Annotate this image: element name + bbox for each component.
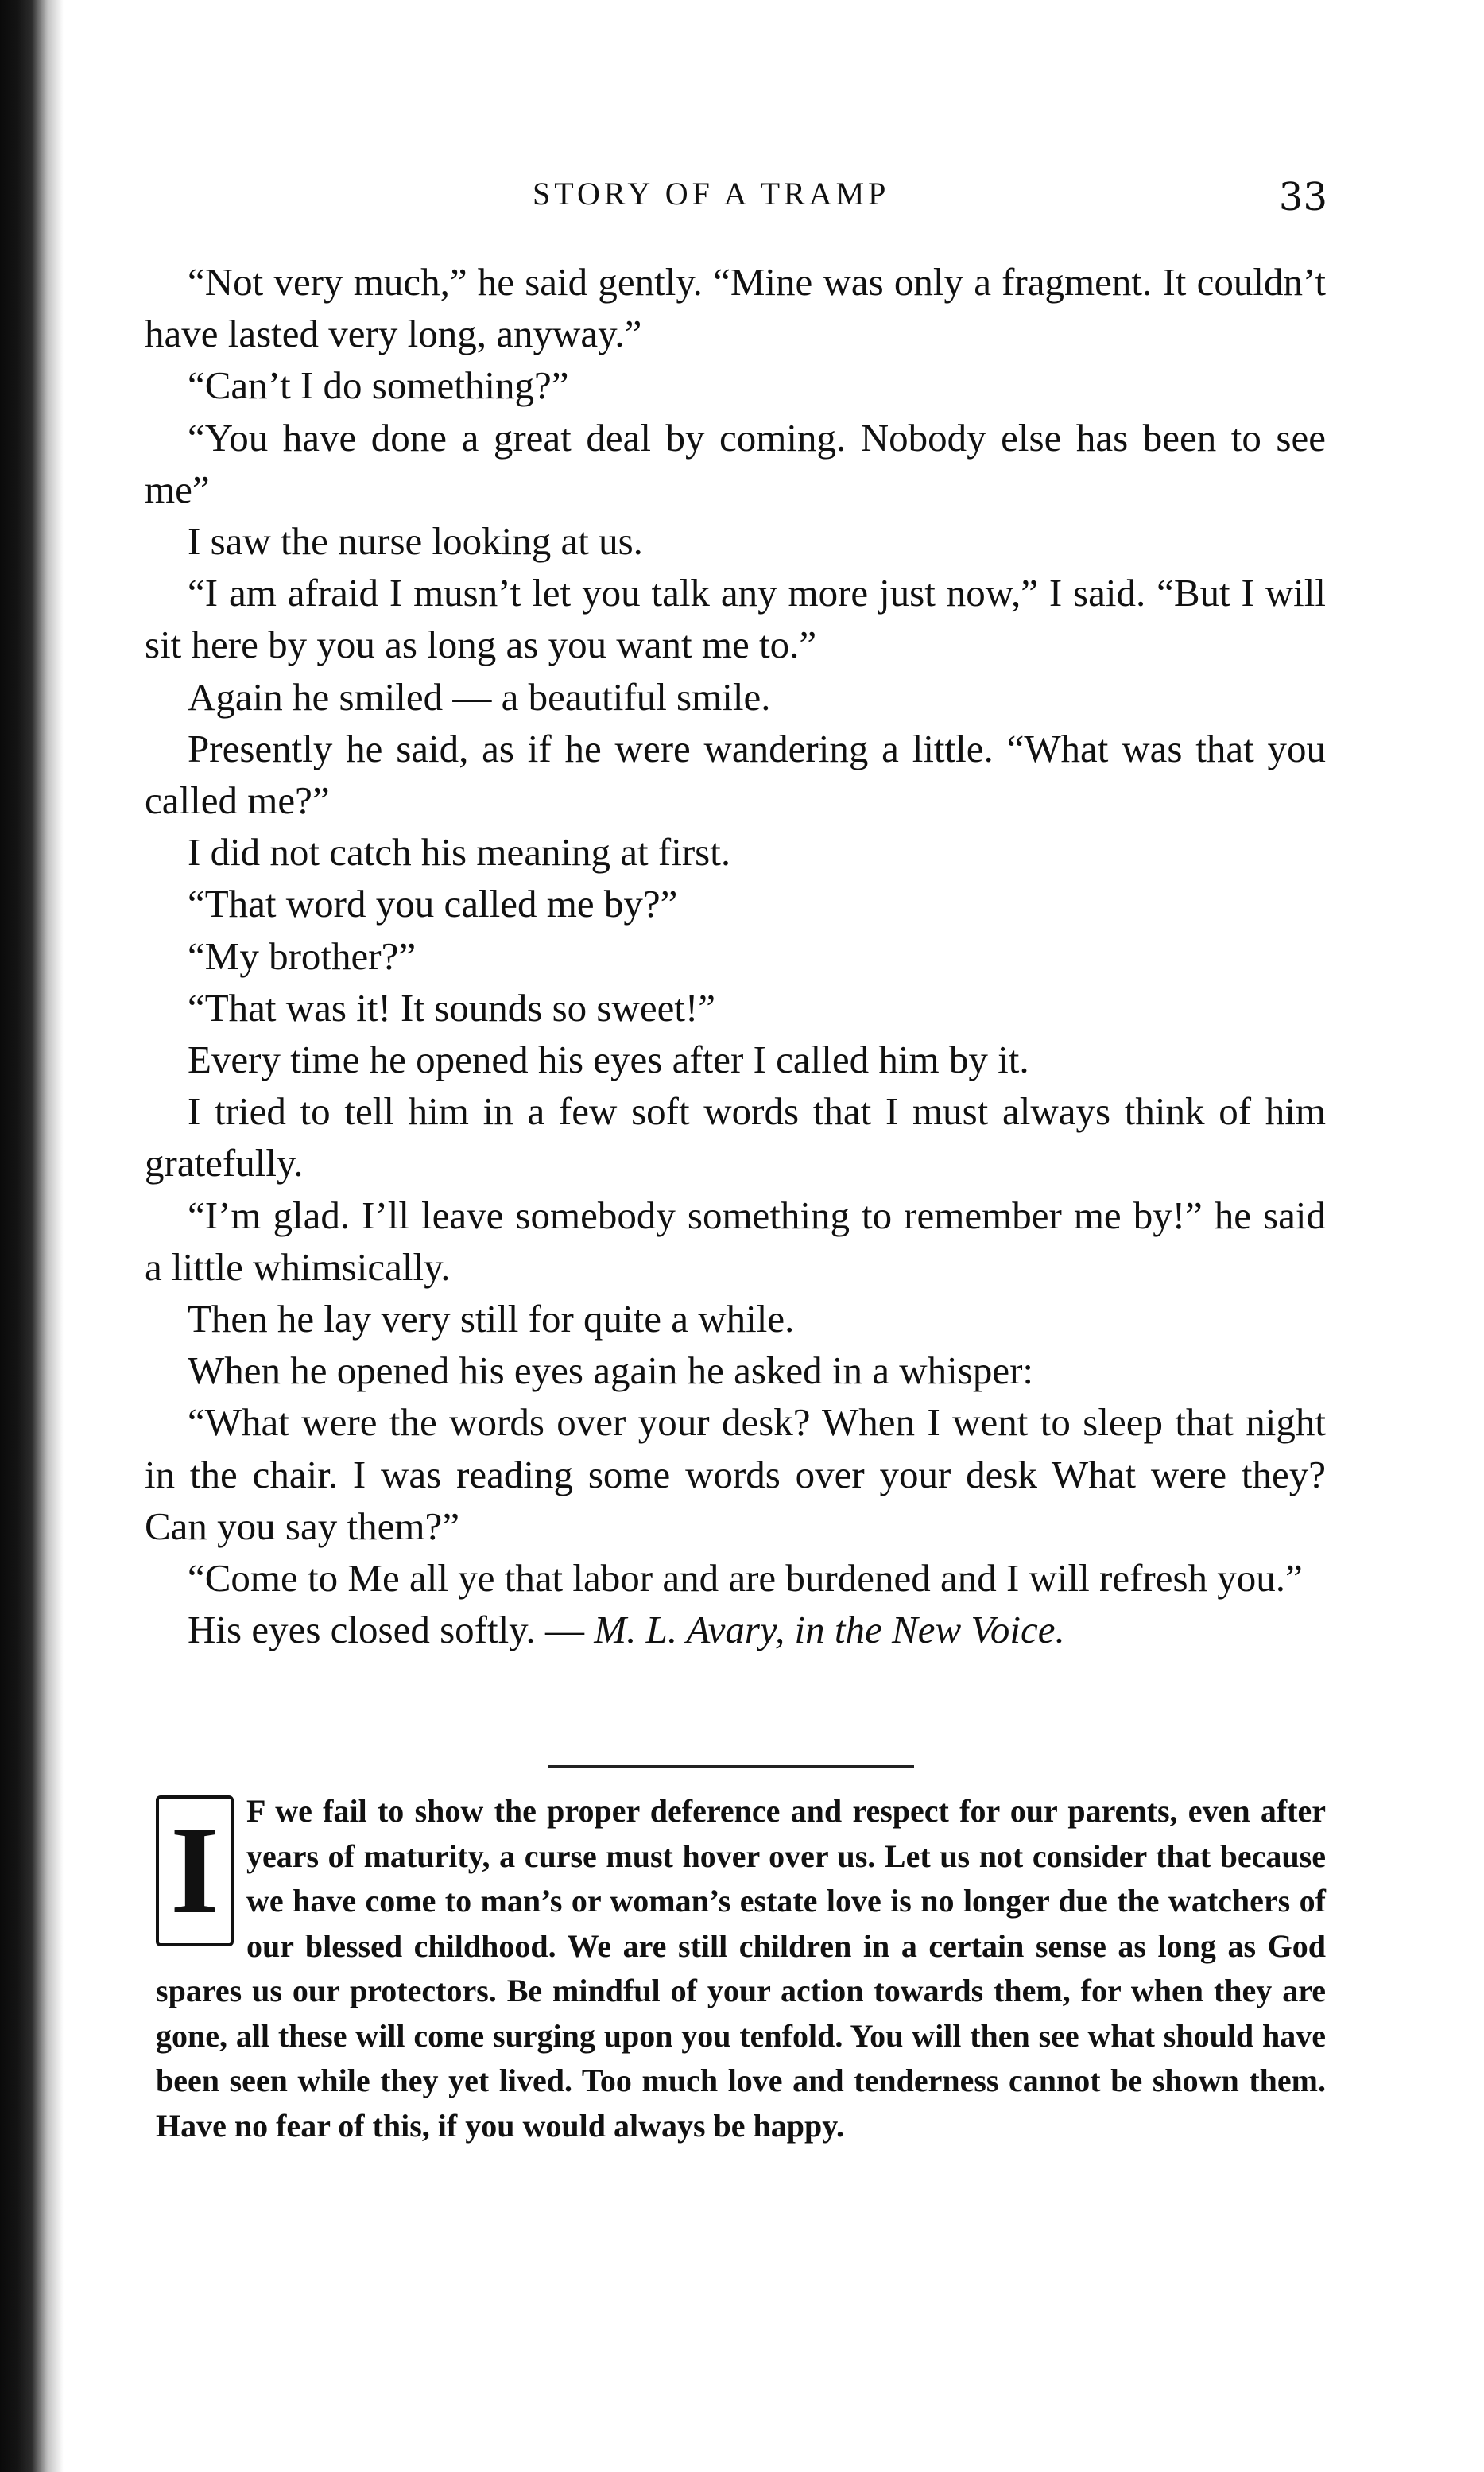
story-paragraph: “My brother?”: [188, 933, 417, 978]
story-paragraph: “I am afraid I musn’t let you talk any more just now,” I said. “But I will sit here by you as long as you want me to.”: [145, 571, 1326, 667]
running-title: STORY OF A TRAMP: [533, 176, 890, 211]
story-paragraph: Every time he opened his eyes after I called him by it.: [188, 1038, 1029, 1082]
drop-cap: I: [156, 1795, 234, 1946]
story-paragraph: “That was it! It sounds so sweet!”: [188, 985, 716, 1030]
story-paragraph: I tried to tell him in a few soft words that I must always think of him gratefully.: [145, 1089, 1326, 1186]
story-paragraph: Presently he said, as if he were wandering a little. “What was that you called me?”: [145, 726, 1326, 823]
story-text: [145, 256, 1326, 1655]
story-paragraph: I did not catch his meaning at first.: [188, 830, 731, 875]
story-paragraph: “Not very much,” he said gently. “Mine was only a fragment. It couldn’t have lasted very long, anyway.”: [145, 260, 1326, 356]
story-paragraph: When he opened his eyes again he asked in a whisper:: [188, 1349, 1034, 1393]
story-paragraph: “Come to Me all ye that labor and are burdened and I will refresh you.”: [188, 1556, 1303, 1601]
page-header: [143, 175, 1327, 223]
closing-line: [145, 1604, 1326, 1655]
attribution-author: M. L. Avary,: [594, 1608, 785, 1652]
page-number: 33: [1278, 175, 1327, 219]
story-paragraph: Then he lay very still for quite a while.: [188, 1297, 795, 1341]
closing-text: His eyes closed softly. —: [188, 1608, 584, 1652]
story-paragraph: “That word you called me by?”: [188, 882, 678, 926]
story-paragraph: “You have done a great deal by coming. Nobody else has been to see me”: [145, 415, 1326, 511]
story-paragraph: “What were the words over your desk? When I went to sleep that night in the chair. I was reading some words over your desk What were they? Can you say them?”: [145, 1400, 1326, 1548]
section-divider: [548, 1765, 914, 1768]
book-spine-shadow: [0, 0, 64, 2472]
story-paragraph: Again he smiled — a beautiful smile.: [188, 674, 771, 719]
attribution-source: in the New Voice.: [794, 1608, 1065, 1652]
story-paragraph: I saw the nurse looking at us.: [188, 519, 643, 564]
story-paragraph: “I’m glad. I’ll leave somebody something to remember me by!” he said a little whimsically.: [145, 1193, 1326, 1289]
note-text: F we fail to show the proper deference and respect for our parents, even after years of maturity, a curse must hover over us. Let us not consider that because we have come to man’s or woman’s estate love is no longer due the watchers of our blessed childhood. We are still children in a certain sense as long as God spares us our protectors. Be mindful of your action towards them, for when they are gone, all these will come surging upon you tenfold. You will then see what should have been seen while they yet lived. Too much love and tenderness cannot be shown them. Have no fear of this, if you would always be happy.: [156, 1793, 1326, 2144]
parental-respect-note: [156, 1789, 1326, 2148]
story-paragraph: “Can’t I do something?”: [188, 363, 569, 408]
